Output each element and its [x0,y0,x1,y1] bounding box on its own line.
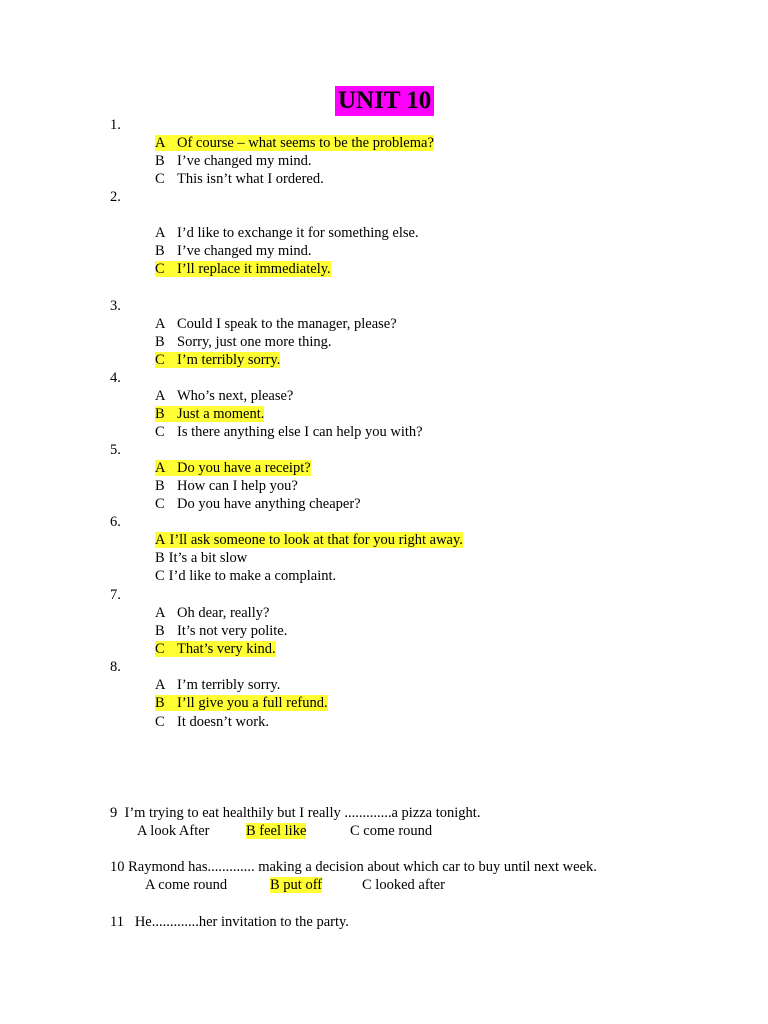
answer-option-a [155,604,269,622]
question-10-stem: 10 Raymond has............. making a decision about which car to buy until next week. [110,859,597,875]
option-letter: B [155,695,165,711]
option-letter: A [155,605,166,621]
answer-text-wrap [155,623,287,639]
option-letter: C [155,171,165,187]
option-text: I’ll ask someone to look at that for you right away. [169,532,463,548]
answer-option-c [155,640,276,658]
answer-option-a [155,224,419,242]
answer-option-b [155,333,332,351]
answer-option-b [155,477,298,495]
answer-text-wrap [155,605,269,621]
option-text: I’ve changed my mind. [177,243,312,259]
option-text: Who’s next, please? [177,388,294,404]
option-text: I’d like to make a complaint. [168,568,337,584]
option-letter: C [155,352,165,368]
option-letter: B [155,406,165,422]
answer-option-c [155,495,361,513]
highlighted-answer: B put off [270,877,323,893]
highlighted-answer [155,695,328,711]
option-letter: B [155,243,165,259]
unit-title: UNIT 10 [335,86,434,116]
answer-option-b [155,549,247,567]
option-text: I’ll give you a full refund. [177,695,328,711]
option-text: Is there anything else I can help you with? [177,424,423,440]
option-text: Of course – what seems to be the problema? [177,135,434,151]
question-10-option-b [270,876,322,894]
answer-option-c [155,170,324,188]
answer-text-wrap [155,171,324,187]
highlighted-answer [155,135,434,151]
answer-option-b [155,405,264,423]
answer-text-wrap [155,316,397,332]
answer-option-a [155,315,397,333]
answer-text-wrap [155,568,336,584]
option-letter: B [155,334,165,350]
answer-text-wrap [155,478,298,494]
highlighted-answer [155,532,463,548]
option-text: I’ll replace it immediately. [177,261,331,277]
option-text: I’d like to exchange it for something else. [177,225,419,241]
option-letter: B [155,153,165,169]
question-9-option-c: C come round [350,823,433,839]
answer-option-c [155,260,331,278]
answer-text-wrap [155,496,361,512]
option-letter: B [155,550,165,566]
option-text: This isn’t what I ordered. [177,171,324,187]
option-letter: C [155,568,165,584]
option-letter: C [155,714,165,730]
option-text: I’ve changed my mind. [177,153,312,169]
option-text: Do you have a receipt? [177,460,311,476]
answer-text-wrap [155,388,293,404]
answer-option-a [155,387,293,405]
option-letter: B [155,623,165,639]
answer-option-c [155,351,280,369]
question-number: 3. [110,298,121,314]
answer-text-wrap [155,677,280,693]
option-letter: B [155,478,165,494]
answer-option-a [155,459,311,477]
option-letter: C [155,641,165,657]
question-9-option-a: A look After [137,823,210,839]
option-text: I’m terribly sorry. [177,677,281,693]
option-letter: A [155,316,166,332]
answer-option-a [155,676,280,694]
answer-option-b [155,152,312,170]
answer-option-c [155,713,269,731]
answer-text-wrap [155,243,312,259]
question-number: 7. [110,587,121,603]
question-11-stem: 11 He.............her invitation to the party. [110,914,349,930]
answer-text-wrap [155,225,419,241]
question-number: 8. [110,659,121,675]
option-letter: A [155,532,166,548]
option-text: It’s a bit slow [168,550,248,566]
highlighted-answer: B feel like [246,823,307,839]
highlighted-answer [155,352,280,368]
question-number: 1. [110,117,121,133]
answer-text-wrap [155,334,332,350]
highlighted-answer [155,460,311,476]
question-9-stem: 9 I’m trying to eat healthily but I really .............a pizza tonight. [110,805,481,821]
question-9-option-b [246,822,306,840]
highlighted-answer [155,261,331,277]
option-text: I’m terribly sorry. [177,352,281,368]
question-10-option-c: C looked after [362,877,445,893]
option-text: Do you have anything cheaper? [177,496,361,512]
option-text: Oh dear, really? [177,605,270,621]
answer-text-wrap [155,714,269,730]
answer-text-wrap [155,424,423,440]
option-letter: A [155,677,166,693]
question-number: 5. [110,442,121,458]
answer-option-a [155,531,463,549]
option-text: Sorry, just one more thing. [177,334,332,350]
answer-option-c [155,423,423,441]
question-number: 4. [110,370,121,386]
option-text: How can I help you? [177,478,298,494]
answer-option-c [155,567,336,585]
highlighted-answer [155,641,276,657]
option-text: Could I speak to the manager, please? [177,316,397,332]
answer-option-b [155,622,287,640]
answer-text-wrap [155,153,312,169]
highlighted-answer [155,406,264,422]
option-letter: A [155,388,166,404]
question-number: 2. [110,189,121,205]
option-letter: A [155,225,166,241]
option-letter: C [155,496,165,512]
question-10-option-a: A come round [145,877,228,893]
option-letter: A [155,135,166,151]
question-number: 6. [110,514,121,530]
answer-option-b [155,694,328,712]
option-letter: A [155,460,166,476]
option-letter: C [155,424,165,440]
option-text: Just a moment. [177,406,265,422]
answer-option-a [155,134,434,152]
option-letter: C [155,261,165,277]
answer-option-b [155,242,312,260]
option-text: That’s very kind. [177,641,276,657]
option-text: It doesn’t work. [177,714,269,730]
answer-text-wrap [155,550,247,566]
option-text: It’s not very polite. [177,623,288,639]
